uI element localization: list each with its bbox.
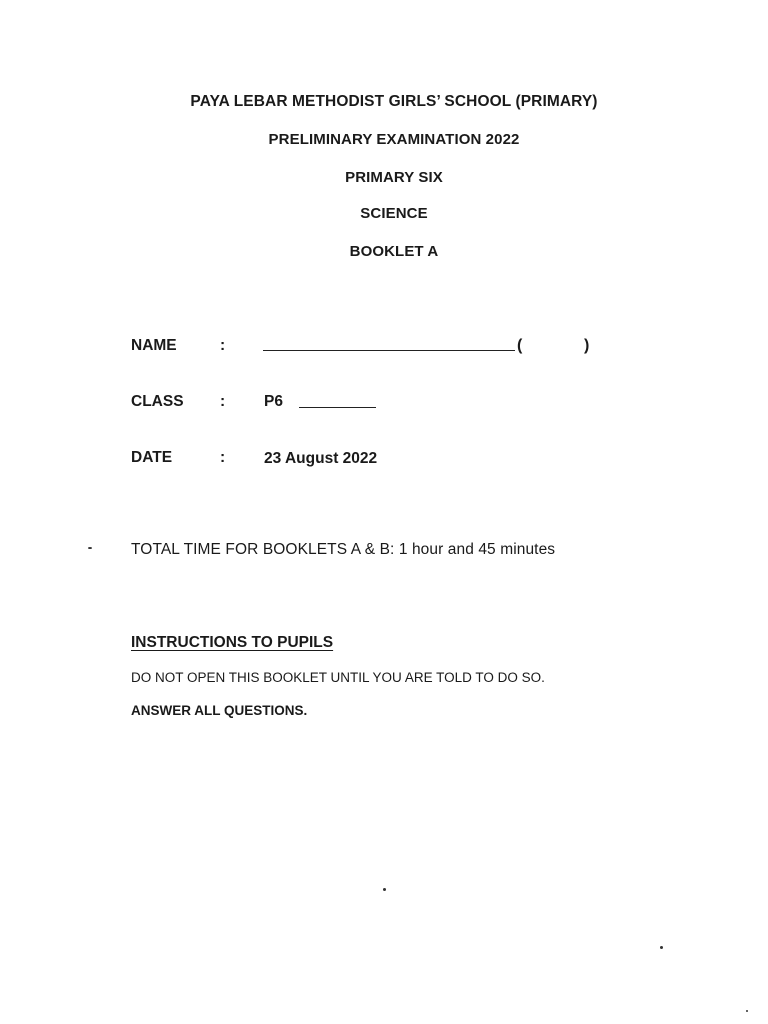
class-value: P6 bbox=[264, 393, 283, 410]
scan-speck bbox=[660, 946, 663, 949]
class-blank-line[interactable] bbox=[299, 407, 376, 408]
register-number-open-paren: ( bbox=[517, 337, 523, 354]
instructions-title: INSTRUCTIONS TO PUPILS bbox=[131, 634, 334, 651]
scan-speck bbox=[746, 1010, 748, 1012]
name-label: NAME bbox=[131, 337, 177, 354]
class-colon: : bbox=[220, 393, 226, 410]
register-number-close-paren: ) bbox=[584, 337, 590, 354]
date-label: DATE bbox=[131, 449, 173, 466]
booklet-title: BOOKLET A bbox=[349, 243, 439, 260]
name-colon: : bbox=[220, 337, 226, 354]
exam-title: PRELIMINARY EXAMINATION 2022 bbox=[268, 131, 520, 148]
scan-speck bbox=[383, 888, 386, 891]
school-name: PAYA LEBAR METHODIST GIRLS’ SCHOOL (PRIMARY) bbox=[190, 93, 598, 110]
date-value: 23 August 2022 bbox=[264, 450, 378, 467]
instruction-item: DO NOT OPEN THIS BOOKLET UNTIL YOU ARE TOLD TO DO SO. bbox=[131, 670, 545, 685]
level-title: PRIMARY SIX bbox=[345, 169, 443, 186]
subject-title: SCIENCE bbox=[360, 205, 428, 222]
name-blank-line[interactable] bbox=[263, 350, 515, 351]
instruction-item: ANSWER ALL QUESTIONS. bbox=[131, 703, 308, 718]
class-label: CLASS bbox=[131, 393, 184, 410]
total-time-text: TOTAL TIME FOR BOOKLETS A & B: 1 hour and 45 minutes bbox=[131, 541, 556, 558]
scan-speck bbox=[88, 547, 92, 549]
date-colon: : bbox=[220, 449, 226, 466]
